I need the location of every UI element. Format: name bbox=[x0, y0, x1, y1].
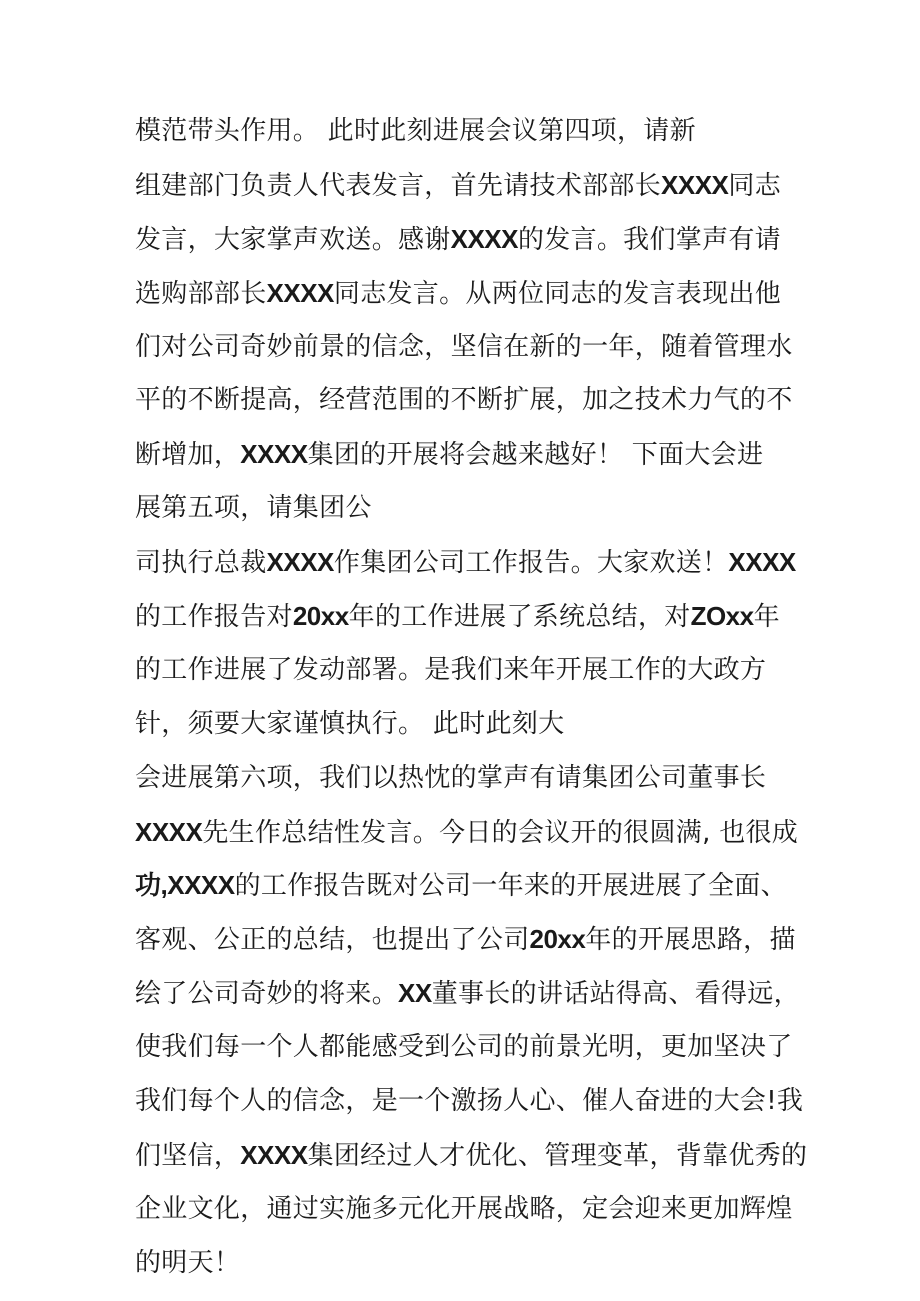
paragraph-line bbox=[135, 913, 795, 967]
emphasized-text: XXXX bbox=[266, 547, 334, 578]
text-run: 针，须要大家谨慎执行。 此时此刻大 bbox=[135, 708, 565, 739]
paragraph-line bbox=[135, 1237, 795, 1291]
emphasized-text: XXXX bbox=[240, 1139, 308, 1170]
emphasized-text: ZOxx bbox=[690, 601, 754, 632]
text-run: 我们每个人的信念，是一个激扬人心、催人奋进的大会!我 bbox=[135, 1086, 804, 1117]
text-run: 年的开展思路，描 bbox=[585, 925, 796, 956]
text-run: 先生作总结性发言。今日的会议开的很圆满, 也很成 bbox=[202, 817, 799, 848]
document-body bbox=[135, 105, 808, 1291]
paragraph-line bbox=[135, 159, 795, 213]
paragraph-line bbox=[135, 1075, 804, 1129]
emphasized-text: XX bbox=[398, 978, 432, 1009]
text-run: 年的工作进展了系统总结，对 bbox=[348, 602, 691, 633]
paragraph-line bbox=[135, 374, 795, 428]
emphasized-text: XXXX bbox=[266, 277, 334, 308]
text-run: 断增加， bbox=[135, 440, 241, 471]
paragraph-line bbox=[135, 105, 795, 159]
paragraph-line bbox=[135, 1021, 795, 1075]
text-run: 发言，大家掌声欢送。感谢 bbox=[135, 224, 451, 255]
text-run: 的工作进展了发动部署。是我们来年开展工作的大政方 bbox=[135, 654, 767, 685]
text-run: 年 bbox=[753, 602, 780, 633]
emphasized-text: 20xx bbox=[529, 924, 586, 955]
paragraph-line bbox=[135, 321, 795, 375]
paragraph-line bbox=[135, 1183, 795, 1237]
text-run: 展第五项，请集团公 bbox=[135, 493, 372, 524]
emphasized-text: XXXX bbox=[240, 439, 308, 470]
paragraph-line bbox=[135, 859, 795, 913]
emphasized-text: XXXX bbox=[661, 169, 729, 200]
paragraph-line bbox=[135, 536, 795, 590]
text-run: 绘了公司奇妙的将来。 bbox=[135, 979, 399, 1010]
text-run: 选购部部长 bbox=[135, 278, 267, 309]
text-run: 平的不断提高，经营范围的不断扩展，加之技术力气的不 bbox=[135, 385, 793, 416]
paragraph-line bbox=[135, 428, 795, 482]
text-run: 客观、公正的总结，也提出了公司 bbox=[135, 925, 530, 956]
text-run: 的工作报告对 bbox=[135, 602, 293, 633]
paragraph-line bbox=[135, 698, 795, 752]
text-run: 会进展第六项，我们以热忱的掌声有请集团公司董事长 bbox=[135, 762, 767, 793]
emphasized-text: XXXX bbox=[450, 223, 518, 254]
paragraph-line bbox=[135, 1129, 808, 1183]
emphasized-text: 功,XXXX bbox=[135, 870, 235, 901]
paragraph-line bbox=[135, 590, 795, 644]
paragraph-line bbox=[135, 806, 799, 860]
paragraph-line bbox=[135, 644, 795, 698]
text-run: 组建部门负责人代表发言，首先请技术部部长 bbox=[135, 170, 662, 201]
text-run: 模范带头作用。 此时此刻进展会议第四项，请新 bbox=[135, 116, 696, 146]
paragraph-line bbox=[135, 752, 795, 806]
text-run: 同志 bbox=[728, 170, 781, 201]
text-run: 司执行总裁 bbox=[135, 548, 267, 579]
text-run: 们坚信， bbox=[135, 1140, 241, 1171]
text-run: 的明天！ bbox=[135, 1247, 241, 1278]
text-run: 企业文化，通过实施多元化开展战略，定会迎来更加辉煌 bbox=[135, 1193, 793, 1224]
paragraph-line bbox=[135, 482, 795, 536]
text-run: 作集团公司工作报告。大家欢送！ bbox=[333, 548, 729, 579]
text-run: 的发言。我们掌声有请 bbox=[517, 224, 781, 255]
text-run: 的工作报告既对公司一年来的开展进展了全面、 bbox=[234, 871, 787, 902]
paragraph-line bbox=[135, 267, 795, 321]
emphasized-text: XXXX bbox=[728, 547, 796, 578]
paragraph-line bbox=[135, 967, 800, 1021]
paragraph-line bbox=[135, 213, 795, 267]
text-run: 集团的开展将会越来越好！ 下面大会进 bbox=[307, 440, 764, 471]
text-run: 使我们每一个人都能感受到公司的前景光明，更加坚决了 bbox=[135, 1032, 793, 1063]
text-run: 集团经过人才优化、管理变革，背靠优秀的 bbox=[307, 1140, 808, 1171]
text-run: 们对公司奇妙前景的信念，坚信在新的一年，随着管理水 bbox=[135, 331, 793, 362]
text-run: 董事长的讲话站得高、看得远， bbox=[431, 979, 800, 1010]
emphasized-text: 20xx bbox=[292, 601, 349, 632]
text-run: 同志发言。从两位同志的发言表现出他 bbox=[333, 278, 781, 309]
emphasized-text: XXXX bbox=[135, 816, 203, 847]
